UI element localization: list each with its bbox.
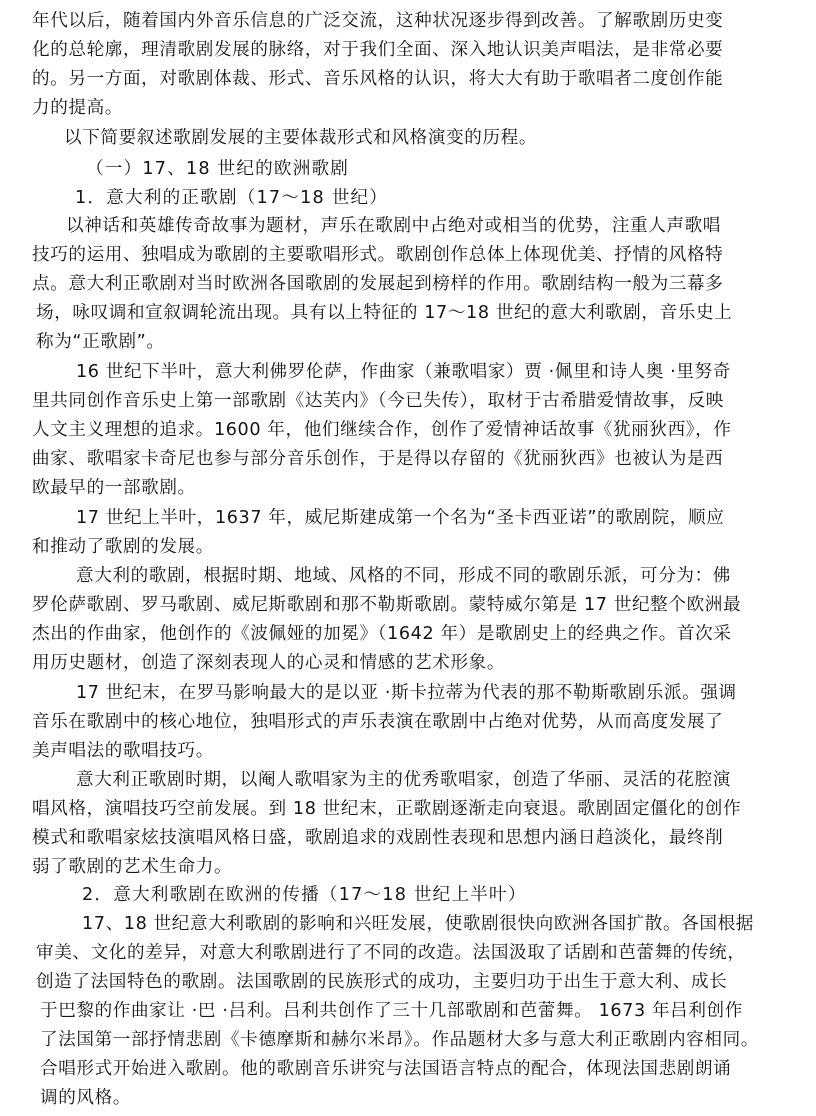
body-line: 技巧的运用、独唱成为歌剧的主要歌唱形式。歌剧创作总体上体现优美、抒情的风格特 xyxy=(32,245,724,265)
body-line: 场，咏叹调和宣叙调轮流出现。具有以上特征的 17～18 世纪的意大利歌剧，音乐史上 xyxy=(36,303,733,323)
body-line: 和推动了歌剧的发展。 xyxy=(32,537,214,557)
body-line: 年代以后，随着国内外音乐信息的广泛交流，这种状况逐步得到改善。了解歌剧历史变 xyxy=(32,11,724,31)
body-line: 音乐在歌剧中的核心地位，独唱形式的声乐表演在歌剧中占绝对优势，从而高度发展了 xyxy=(32,712,724,732)
body-line: 以神话和英雄传奇故事为题材，声乐在歌剧中占绝对或相当的优势，注重人声歌唱 xyxy=(66,216,721,236)
body-line: 用历史题材，创造了深刻表现人的心灵和情感的艺术形象。 xyxy=(32,653,506,673)
body-line: 调的风格。 xyxy=(40,1088,131,1108)
subsection-heading: 1．意大利的正歌剧（17～18 世纪） xyxy=(75,188,389,208)
body-line: 17、18 世纪意大利歌剧的影响和兴旺发展，使歌剧很快向欧洲各国扩散。各国根据 xyxy=(82,914,754,934)
body-line: 美声唱法的歌唱技巧。 xyxy=(32,741,214,761)
body-line: 于巴黎的作曲家让 ·巴 ·吕利。吕利共创作了三十几部歌剧和芭蕾舞。 1673 年吕利创作 xyxy=(40,1001,743,1021)
body-line: 罗伦萨歌剧、罗马歌剧、威尼斯歌剧和那不勒斯歌剧。蒙特威尔第是 17 世纪整个欧洲最 xyxy=(32,595,742,615)
subsection-heading: 2．意大利歌剧在欧洲的传播（17～18 世纪上半叶） xyxy=(82,885,527,905)
body-line: 合唱形式开始进入歌剧。他的歌剧音乐讲究与法国语言特点的配合，体现法国悲剧朗诵 xyxy=(40,1059,732,1079)
body-line: 唱风格，演唱技巧空前发展。到 18 世纪末，正歌剧逐渐走向衰退。歌剧固定僵化的创作 xyxy=(32,799,742,819)
body-line: 的。另一方面，对歌剧体裁、形式、音乐风格的认识，将大大有助于歌唱者二度创作能 xyxy=(32,69,724,89)
body-line: 称为“正歌剧”。 xyxy=(36,332,165,352)
body-line: 杰出的作曲家，他创作的《波佩娅的加冕》（1642 年）是歌剧史上的经典之作。首次采 xyxy=(32,624,732,644)
body-line: 里共同创作音乐史上第一部歌剧《达芙内》（今已失传），取材于古希腊爱情故事，反映 xyxy=(32,391,724,411)
body-line: 了法国第一部抒情悲剧《卡德摩斯和赫尔米昂》。作品题材大多与意大利正歌剧内容相同。 xyxy=(40,1030,759,1050)
body-line: 人文主义理想的追求。1600 年，他们继续合作，创作了爱情神话故事《犹丽狄西》，作 xyxy=(32,420,732,440)
section-heading: （一）17、18 世纪的欧洲歌剧 xyxy=(86,159,350,179)
body-line: 化的总轮廓，理清歌剧发展的脉络，对于我们全面、深入地认识美声唱法，是非常必要 xyxy=(32,40,724,60)
body-line: 力的提高。 xyxy=(32,98,123,118)
body-line: 审美、文化的差异，对意大利歌剧进行了不同的改造。法国汲取了话剧和芭蕾舞的传统， xyxy=(36,943,746,963)
body-line: 模式和歌唱家炫技演唱风格日盛，歌剧追求的戏剧性表现和思想内涵日趋淡化，最终削 xyxy=(32,828,724,848)
body-line: 以下简要叙述歌剧发展的主要体裁形式和风格演变的历程。 xyxy=(64,128,538,148)
body-line: 曲家、歌唱家卡奇尼也参与部分音乐创作，于是得以存留的《犹丽狄西》也被认为是西 xyxy=(32,449,724,469)
body-line: 17 世纪末，在罗马影响最大的是以亚 ·斯卡拉蒂为代表的那不勒斯歌剧乐派。强调 xyxy=(76,683,737,703)
body-line: 17 世纪上半叶，1637 年，威尼斯建成第一个名为“圣卡西亚诺”的歌剧院，顺应 xyxy=(76,508,725,528)
body-line: 点。意大利正歌剧对当时欧洲各国歌剧的发展起到榜样的作用。歌剧结构一般为三幕多 xyxy=(32,274,724,294)
body-line: 创造了法国特色的歌剧。法国歌剧的民族形式的成功，主要归功于出生于意大利、成长 xyxy=(36,972,728,992)
body-line: 16 世纪下半叶，意大利佛罗伦萨，作曲家（兼歌唱家）贾 ·佩里和诗人奥 ·里努奇 xyxy=(76,362,731,382)
body-line: 意大利正歌剧时期，以阉人歌唱家为主的优秀歌唱家，创造了华丽、灵活的花腔演 xyxy=(76,770,731,790)
body-line: 弱了歌剧的艺术生命力。 xyxy=(32,857,233,877)
body-line: 意大利的歌剧，根据时期、地域、风格的不同，形成不同的歌剧乐派，可分为：佛 xyxy=(76,566,731,586)
body-line: 欧最早的一部歌剧。 xyxy=(32,478,196,498)
